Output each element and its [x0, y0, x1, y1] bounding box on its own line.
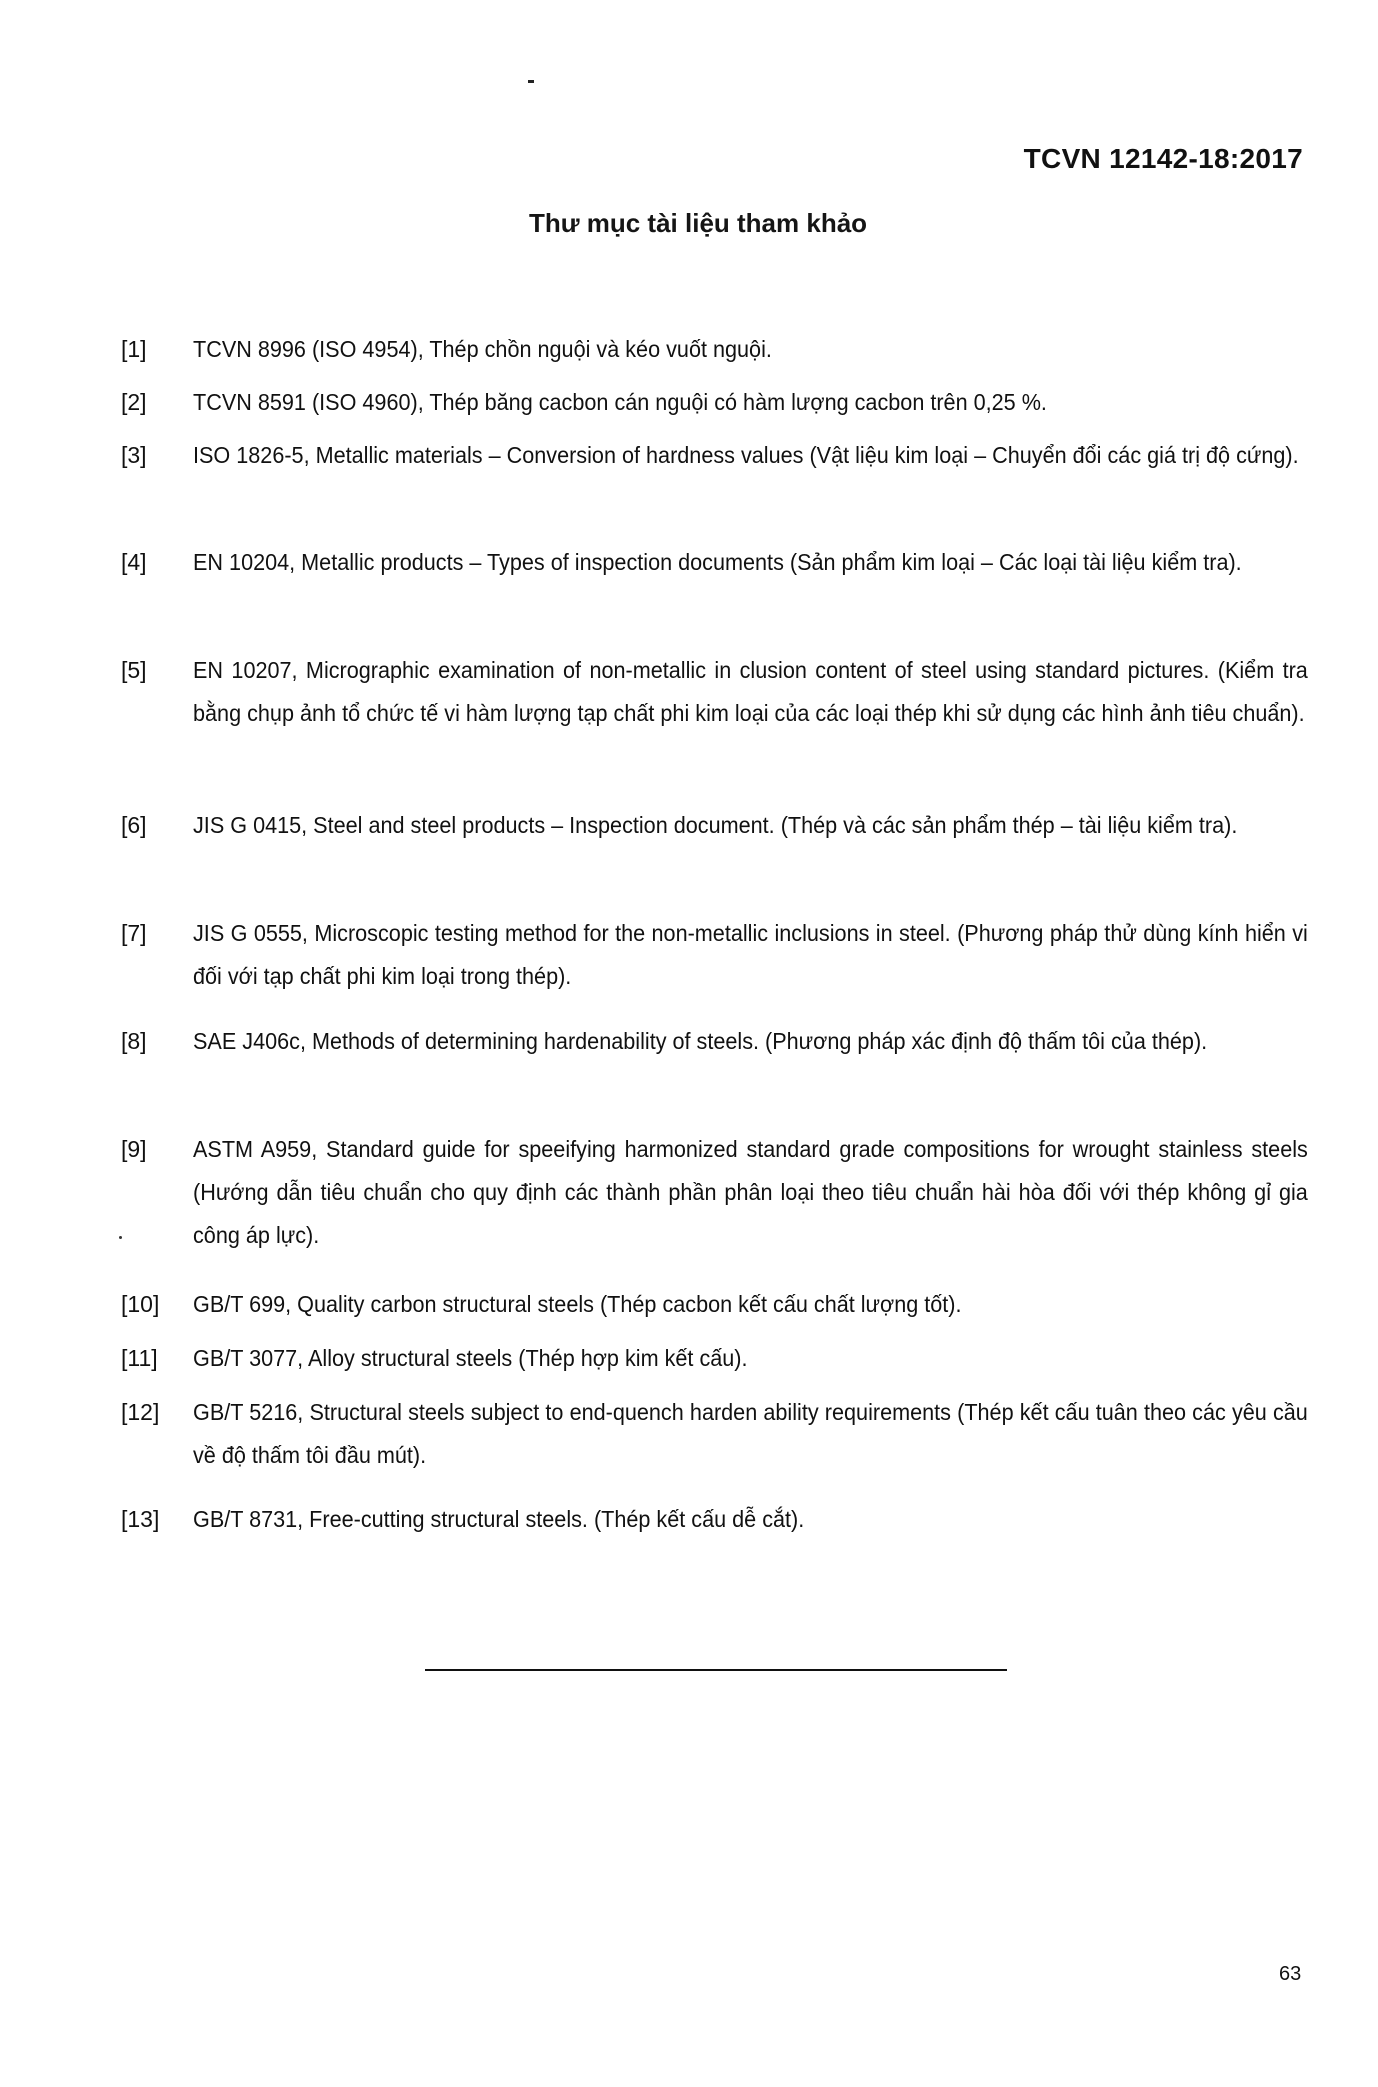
reference-number: [11] — [121, 1345, 158, 1371]
reference-text: JIS G 0555, Microscopic testing method for the non-metallic inclusions in steel. (Phương pháp thử dùng kính hiển vi đối với tạp chất phi kim loại trong thép). — [193, 920, 1308, 989]
reference-number: [10] — [121, 1291, 160, 1317]
end-rule — [425, 1669, 1007, 1671]
reference-number: [8] — [121, 1028, 147, 1054]
reference-number: [3] — [121, 442, 147, 468]
section-title: Thư mục tài liệu tham khảo — [528, 208, 868, 238]
reference-text: SAE J406c, Methods of determining hardenability of steels. (Phương pháp xác định độ thấm tôi của thép). — [193, 1028, 1208, 1054]
reference-text: ASTM A959, Standard guide for speeifying harmonized standard grade compositions for wrought stainless steels (Hướng dẫn tiêu chuẩn cho quy định các thành phần phân loại theo tiêu chuẩn hài hòa đối với thép không gỉ gia công áp lực). — [193, 1136, 1308, 1248]
reference-text: JIS G 0415, Steel and steel products – Inspection document. (Thép và các sản phẩm thép – tài liệu kiểm tra). — [193, 812, 1238, 838]
reference-text: EN 10204, Metallic products – Types of inspection documents (Sản phẩm kim loại – Các loại tài liệu kiểm tra). — [193, 549, 1242, 575]
reference-text: GB/T 5216, Structural steels subject to end-quench harden ability requirements (Thép kết cấu tuân theo các yêu cầu về độ thấm tôi đầu mút). — [193, 1399, 1308, 1468]
reference-number: [9] — [121, 1136, 147, 1162]
reference-text: GB/T 3077, Alloy structural steels (Thép hợp kim kết cấu). — [193, 1345, 748, 1371]
reference-text: GB/T 8731, Free-cutting structural steels. (Thép kết cấu dễ cắt). — [193, 1506, 805, 1532]
reference-text: EN 10207, Micrographic examination of non-metallic in clusion content of steel using standard pictures. (Kiểm tra bằng chụp ảnh tổ chức tế vi hàm lượng tạp chất phi kim loại của các loại thép khi sử dụng các hình ảnh tiêu chuẩn). — [193, 657, 1308, 726]
reference-text: TCVN 8591 (ISO 4960), Thép băng cacbon cán nguội có hàm lượng cacbon trên 0,25 %. — [193, 389, 1047, 415]
reference-number: [7] — [121, 920, 147, 946]
reference-number: [13] — [121, 1506, 160, 1532]
reference-number: [1] — [121, 336, 147, 362]
reference-text: GB/T 699, Quality carbon structural steels (Thép cacbon kết cấu chất lượng tốt). — [193, 1291, 962, 1317]
reference-text: ISO 1826-5, Metallic materials – Conversion of hardness values (Vật liệu kim loại – Chuyển đổi các giá trị độ cứng). — [193, 442, 1299, 468]
reference-text: TCVN 8996 (ISO 4954), Thép chồn nguội và kéo vuốt nguội. — [193, 336, 772, 362]
page-number: 63 — [1279, 1963, 1302, 1985]
scan-mark — [528, 80, 534, 83]
reference-number: [5] — [121, 657, 147, 683]
reference-number: [6] — [121, 812, 147, 838]
reference-number: [2] — [121, 389, 147, 415]
reference-number: [4] — [121, 549, 147, 575]
scan-speck — [119, 1236, 122, 1239]
reference-number: [12] — [121, 1399, 160, 1425]
document-code: TCVN 12142-18:2017 — [1023, 143, 1303, 174]
